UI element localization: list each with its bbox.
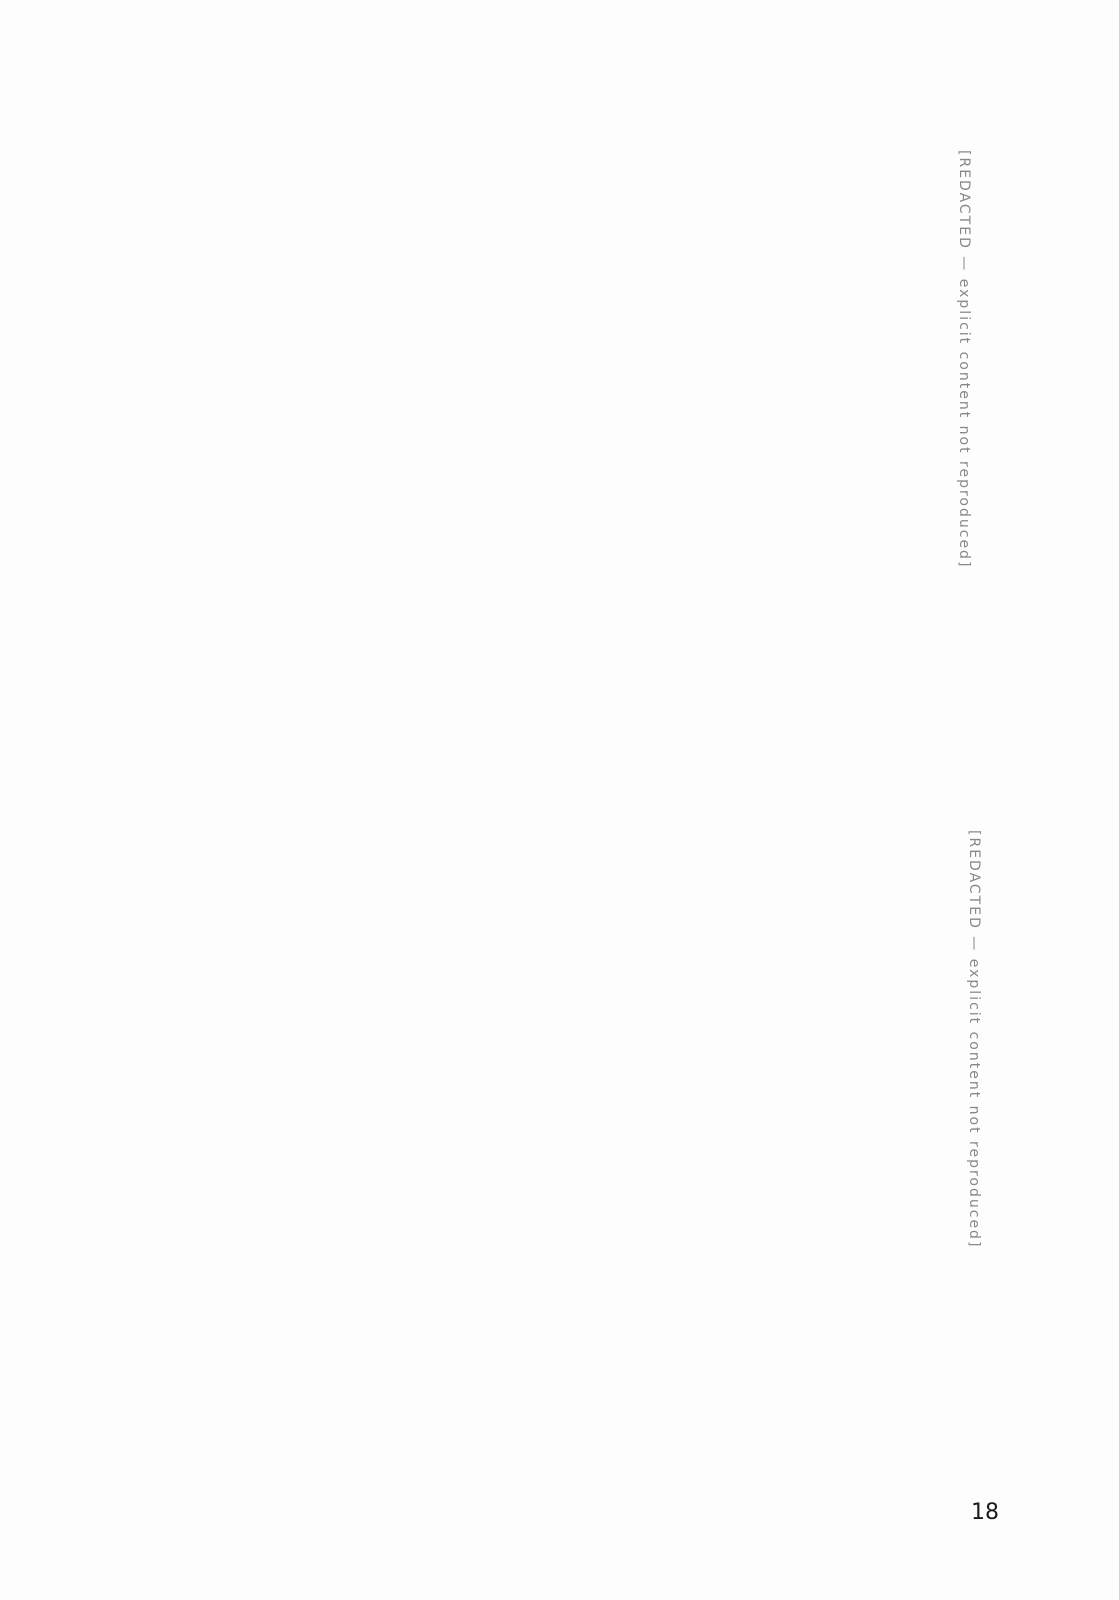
- redacted-text-notice: [REDACTED — explicit content not reproduced]: [956, 150, 972, 569]
- text-block-bottom: [129, 830, 989, 1510]
- page-number: 18: [971, 1500, 999, 1525]
- text-block-top: [139, 150, 979, 810]
- redacted-text-notice: [REDACTED — explicit content not reproduced]: [966, 830, 982, 1249]
